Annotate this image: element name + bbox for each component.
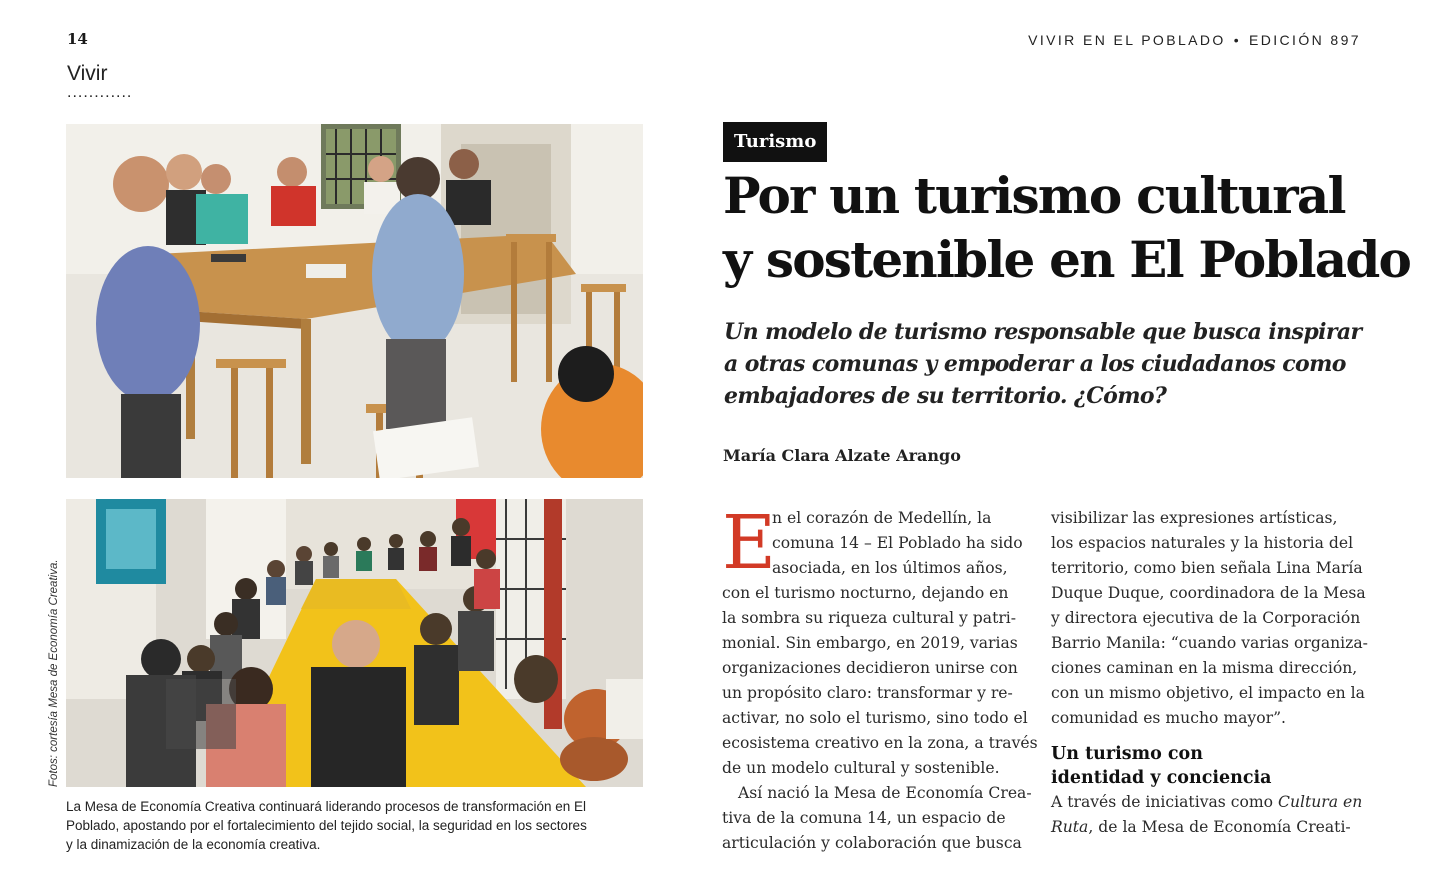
section-rule: ............ — [67, 84, 133, 101]
body-line: comuna 14 – El Poblado ha sido — [772, 534, 1023, 552]
body-line: organizaciones decidieron unirse con — [722, 659, 1018, 677]
body-line: ciones caminan en la misma dirección, — [1051, 659, 1358, 677]
body-line: comunidad es mucho mayor”. — [1051, 709, 1287, 727]
initiative-name: Ruta — [1051, 818, 1089, 836]
body-line: ecosistema creativo en la zona, a través — [722, 734, 1038, 752]
initiative-name: Cultura en — [1278, 793, 1363, 811]
body-line: Duque Duque, coordinadora de la Mesa — [1051, 584, 1366, 602]
separator-dot: • — [1233, 32, 1241, 48]
body-line: con un mismo objetivo, el impacto en la — [1051, 684, 1365, 702]
body-line: n el corazón de Medellín, la — [772, 509, 992, 527]
headline-line: Por un turismo cultural — [723, 166, 1345, 225]
publication-name: VIVIR EN EL POBLADO — [1028, 32, 1226, 48]
body-line: de un modelo cultural y sostenible. — [722, 759, 1000, 777]
headline-line: y sostenible en El Poblado — [723, 230, 1411, 289]
body-text: A través de iniciativas como — [1051, 793, 1279, 811]
body-line: un propósito claro: transformar y re- — [722, 684, 1013, 702]
running-head — [1028, 32, 1361, 48]
drop-cap: E — [722, 500, 777, 586]
body-line: asociada, en los últimos años, — [772, 559, 1008, 577]
headline — [723, 164, 1411, 292]
caption-line: Poblado, apostando por el fortalecimiento del tejido social, la seguridad en los sectores — [66, 818, 587, 833]
body-line: y directora ejecutiva de la Corporación — [1051, 609, 1361, 627]
body-line — [1051, 790, 1361, 815]
body-text: , de la Mesa de Economía Creati- — [1088, 818, 1351, 836]
subheading: Un turismo con — [1051, 744, 1203, 764]
subheading: identidad y conciencia — [1051, 768, 1272, 788]
body-line: activar, no solo el turismo, sino todo el — [722, 709, 1028, 727]
body-column-2 — [1051, 506, 1368, 840]
byline: María Clara Alzate Arango — [723, 446, 961, 465]
caption-line: y la dinamización de la economía creativa. — [66, 837, 321, 852]
body-line: visibilizar las expresiones artísticas, — [1051, 509, 1338, 527]
photo-credit: Fotos: cortesía Mesa de Economía Creativa. — [48, 559, 60, 787]
body-line: la sombra su riqueza cultural y patri- — [722, 609, 1017, 627]
body-column-1 — [722, 500, 1038, 856]
category-kicker: Turismo — [723, 122, 827, 162]
body-line: tiva de la comuna 14, un espacio de — [722, 809, 1006, 827]
body-line: territorio, como bien señala Lina María — [1051, 559, 1363, 577]
deck-line: Un modelo de turismo responsable que busca inspirar — [724, 319, 1362, 345]
body-line: los espacios naturales y la historia del — [1051, 534, 1354, 552]
deck-line: embajadores de su territorio. ¿Cómo? — [724, 383, 1167, 409]
body-line — [1051, 815, 1361, 840]
photo-caption — [66, 797, 646, 854]
body-line: monial. Sin embargo, en 2019, varias — [722, 634, 1018, 652]
body-line: articulación y colaboración que busca — [722, 834, 1022, 852]
edition-number: EDICIÓN 897 — [1249, 32, 1361, 48]
page-number: 14 — [67, 30, 88, 48]
deck-line: a otras comunas y empoderar a los ciudadanos como — [724, 351, 1346, 377]
photo-corridor-meeting — [66, 499, 643, 787]
body-line: Barrio Manila: “cuando varias organiza- — [1051, 634, 1368, 652]
caption-line: La Mesa de Economía Creativa continuará liderando procesos de transformación en El — [66, 799, 587, 814]
photo-meeting — [66, 124, 643, 478]
section-name: Vivir — [67, 62, 108, 85]
deck — [724, 316, 1374, 412]
body-line: Así nació la Mesa de Economía Crea- — [738, 784, 1032, 802]
body-line: con el turismo nocturno, dejando en — [722, 584, 1009, 602]
